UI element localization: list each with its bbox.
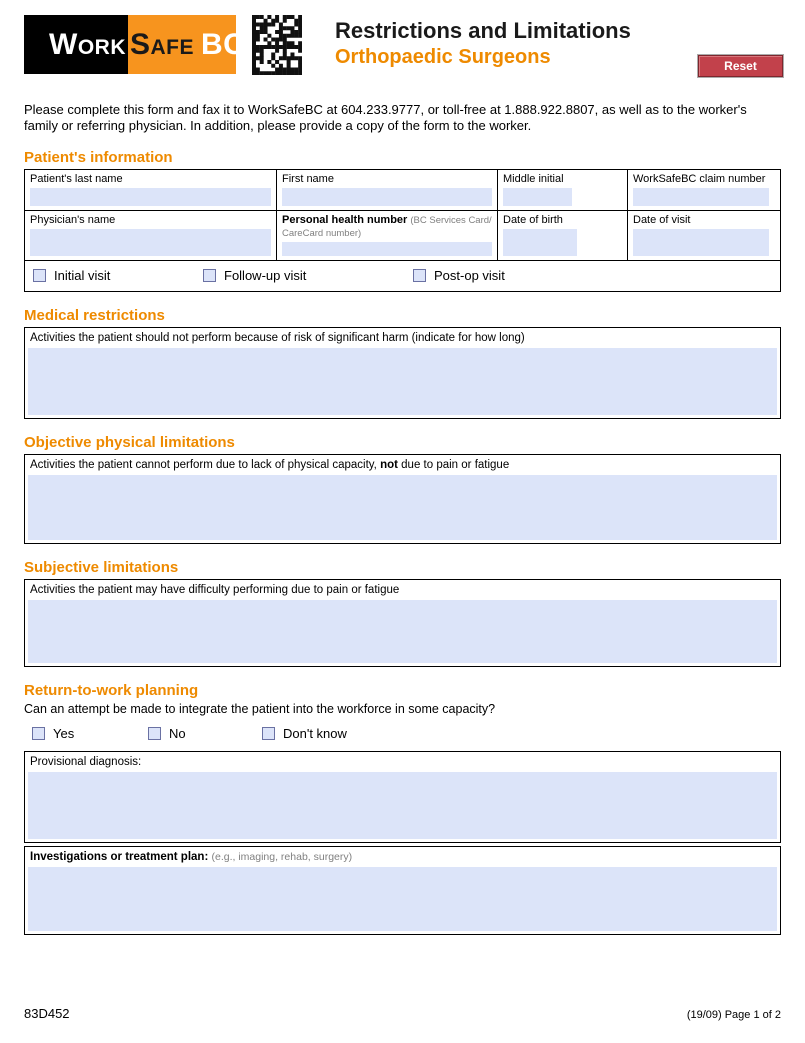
section-heading-objective-limitations: Objective physical limitations (24, 433, 235, 451)
phn-cell (277, 211, 498, 261)
phn-input[interactable] (282, 242, 492, 256)
reset-button[interactable]: Reset (698, 55, 783, 77)
first-name-cell (277, 170, 498, 211)
phn-label: Personal health number (BC Services Card/ CareCard number) (282, 213, 492, 239)
treatment-plan-input[interactable] (28, 867, 777, 931)
table-row (25, 170, 780, 211)
last-name-input[interactable] (30, 188, 271, 206)
rtw-option-no (148, 726, 262, 741)
page-info: (19/09) Page 1 of 2 (686, 1009, 781, 1021)
medical-restrictions-input[interactable] (28, 348, 777, 415)
provisional-diagnosis-input[interactable] (28, 772, 777, 839)
claim-number-cell (628, 170, 780, 211)
section-heading-subjective-limitations: Subjective limitations (24, 558, 179, 576)
logo-safe-text: Safe (130, 27, 195, 61)
first-name-input[interactable] (282, 188, 492, 206)
visit-type-initial (33, 268, 203, 283)
first-name-label: First name (282, 172, 334, 185)
logo-bc-text: BC (201, 27, 246, 61)
yes-label: Yes (53, 726, 75, 742)
physician-name-label: Physician's name (30, 213, 116, 226)
no-label: No (169, 726, 186, 742)
visit-type-followup (203, 268, 413, 283)
initial-visit-checkbox[interactable] (33, 269, 46, 282)
worksafebc-logo (24, 15, 246, 74)
initial-visit-label: Initial visit (54, 268, 111, 284)
dob-cell (498, 211, 628, 261)
logo-work-segment (24, 15, 128, 74)
last-name-cell (25, 170, 277, 211)
medical-restrictions-label: Activities the patient should not perform because of risk of significant harm (indicate for how long) (30, 331, 525, 344)
subjective-limitations-label: Activities the patient may have difficulty performing due to pain or fatigue (30, 583, 400, 596)
rtw-question: Can an attempt be made to integrate the patient into the workforce in some capacity? (24, 701, 496, 716)
title-block (335, 19, 631, 69)
postop-visit-checkbox[interactable] (413, 269, 426, 282)
followup-visit-label: Follow-up visit (224, 268, 307, 284)
rtw-option-dont-know (262, 726, 347, 741)
form-header (24, 14, 781, 78)
visit-date-label: Date of visit (633, 213, 691, 226)
treatment-plan-box (24, 846, 781, 935)
page-title: Restrictions and Limitations (335, 18, 631, 43)
subjective-limitations-input[interactable] (28, 600, 777, 663)
patient-info-table (24, 169, 781, 292)
subjective-limitations-box (24, 579, 781, 667)
objective-limitations-input[interactable] (28, 475, 777, 540)
followup-visit-checkbox[interactable] (203, 269, 216, 282)
intro-text: Please complete this form and fax it to WorkSafeBC at 604.233.9777, or toll-free at 1.888.922.8807, as well as to the worker's family or referring physician. In addition, please provide a copy of the form to the worker. (24, 102, 747, 133)
dob-label: Date of birth (503, 213, 563, 226)
dob-input[interactable] (503, 229, 577, 256)
section-heading-patient-info: Patient's information (24, 148, 173, 166)
visit-date-input[interactable] (633, 229, 769, 256)
logo-work-text: Work (49, 27, 126, 61)
datamatrix-barcode-icon (252, 15, 302, 75)
dont-know-checkbox[interactable] (262, 727, 275, 740)
visit-type-postop (413, 268, 505, 283)
rtw-option-yes (32, 726, 148, 741)
last-name-label: Patient's last name (30, 172, 123, 185)
objective-limitations-box (24, 454, 781, 544)
no-checkbox[interactable] (148, 727, 161, 740)
treatment-plan-label: Investigations or treatment plan: (e.g., imaging, rehab, surgery) (30, 850, 353, 863)
middle-initial-cell (498, 170, 628, 211)
claim-number-label: WorkSafeBC claim number (633, 172, 766, 185)
page-subtitle: Orthopaedic Surgeons (335, 46, 551, 69)
visit-date-cell (628, 211, 780, 261)
table-row (25, 211, 780, 261)
dont-know-label: Don't know (283, 726, 347, 742)
treatment-plan-note: (e.g., imaging, rehab, surgery) (211, 850, 353, 863)
rtw-options-row (32, 725, 781, 743)
middle-initial-input[interactable] (503, 188, 572, 206)
medical-restrictions-box (24, 327, 781, 419)
logo-safebc-segment (128, 15, 246, 74)
form-number: 83D452 (24, 1006, 70, 1021)
physician-name-input[interactable] (30, 229, 271, 256)
objective-limitations-label: Activities the patient cannot perform due to lack of physical capacity, not due to pain or fatigue (30, 458, 510, 471)
postop-visit-label: Post-op visit (434, 268, 505, 284)
provisional-diagnosis-label: Provisional diagnosis: (30, 755, 142, 768)
provisional-diagnosis-box (24, 751, 781, 843)
claim-number-input[interactable] (633, 188, 769, 206)
visit-type-row (25, 261, 780, 291)
yes-checkbox[interactable] (32, 727, 45, 740)
section-heading-rtw-planning: Return-to-work planning (24, 681, 199, 699)
page-footer (24, 1006, 781, 1021)
section-heading-medical-restrictions: Medical restrictions (24, 306, 165, 324)
phn-note: (BC Services Card/ CareCard number) (282, 214, 492, 239)
physician-name-cell (25, 211, 277, 261)
middle-initial-label: Middle initial (503, 172, 564, 185)
